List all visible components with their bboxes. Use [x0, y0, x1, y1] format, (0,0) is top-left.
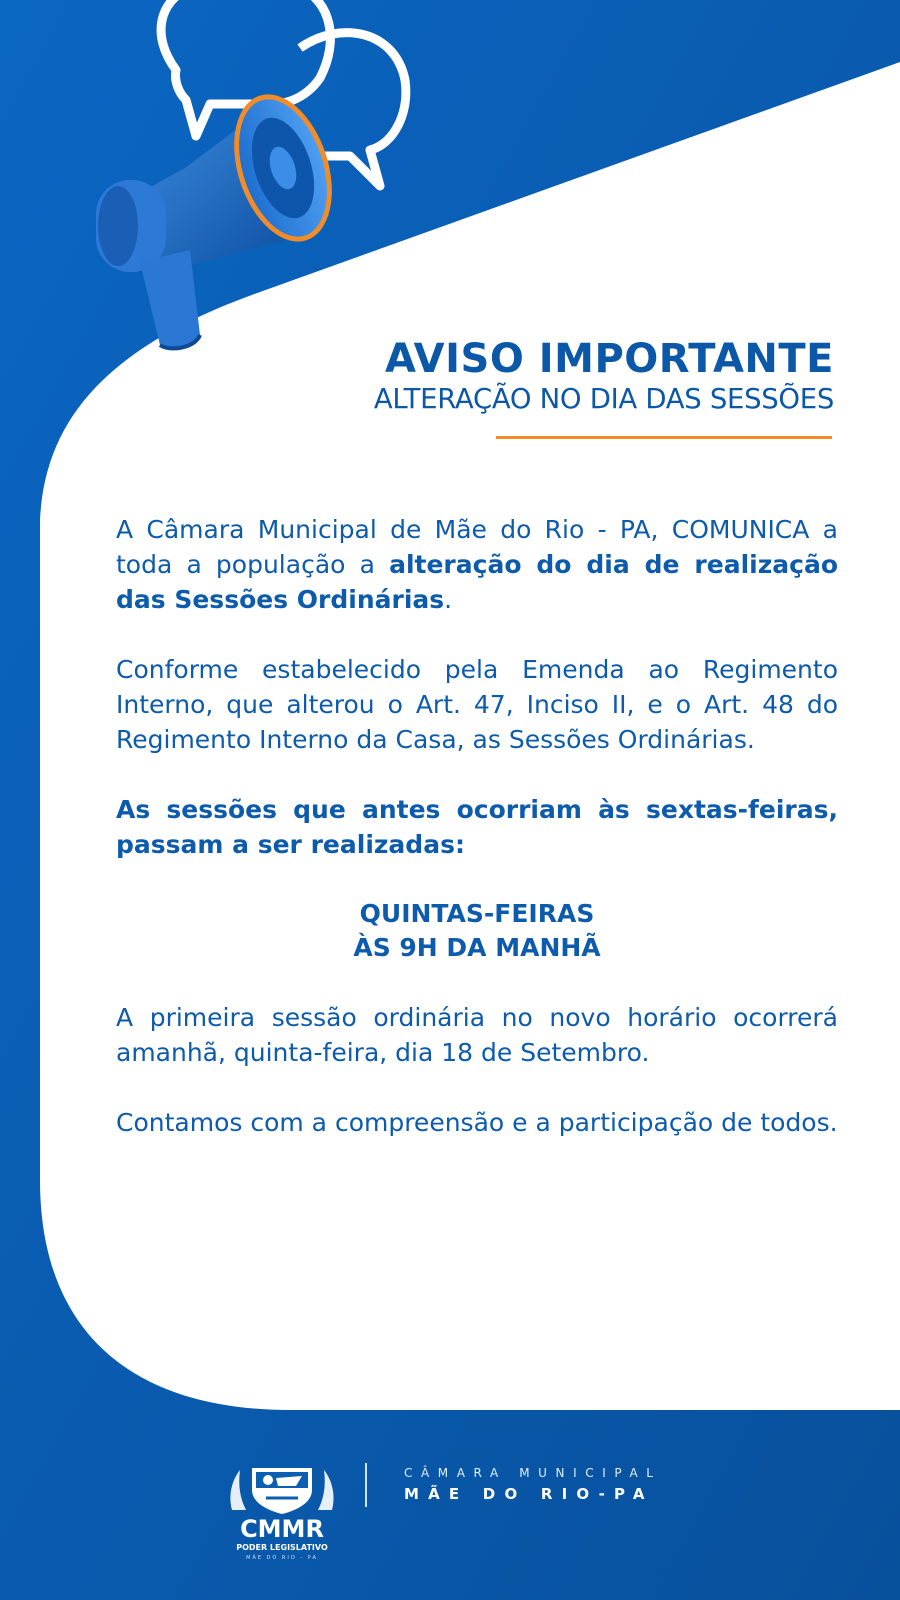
org-name-line1: CÂMARA MUNICIPAL	[404, 1466, 662, 1480]
logo-tinytext: MÃE DO RIO - PA	[246, 1555, 318, 1561]
divider-line	[496, 436, 832, 439]
page-subtitle: ALTERAÇÃO NO DIA DAS SESSÕES	[373, 383, 834, 415]
schedule-time: ÀS 9H DA MANHÃ	[353, 933, 601, 962]
paragraph-text: A Câmara Municipal de Mãe do Rio - PA, COMUNICA a toda a população a	[116, 515, 838, 579]
logo-text: CMMR	[240, 1515, 324, 1543]
footer-divider	[365, 1463, 367, 1507]
paragraph-closing: Contamos com a compreensão e a participação de todos.	[116, 1108, 838, 1137]
paragraph-first-session: A primeira sessão ordinária no novo horário ocorrerá amanhã, quinta-feira, dia 18 de Setembro.	[116, 1003, 838, 1067]
notice-body	[116, 512, 838, 1140]
schedule-day: QUINTAS-FEIRAS	[359, 899, 595, 928]
cmmr-logo	[226, 1460, 338, 1562]
page-title: AVISO IMPORTANTE	[384, 336, 834, 382]
new-schedule	[116, 897, 838, 965]
paragraph-highlight: alteração do dia de realização das Sessões Ordinárias	[116, 550, 838, 614]
title-block	[374, 336, 834, 416]
org-name-line2: MÃE DO RIO-PA	[404, 1485, 654, 1503]
logo-subtext: PODER LEGISLATIVO	[236, 1543, 328, 1552]
paragraph-regulation: Conforme estabelecido pela Emenda ao Regimento Interno, que alterou o Art. 47, Inciso II, e o Art. 48 do Regimento Interno da Casa, as Sessões Ordinárias.	[116, 655, 838, 754]
paragraph-end: .	[444, 585, 453, 614]
paragraph-announcement	[116, 512, 838, 617]
paragraph-change: As sessões que antes ocorriam às sextas-feiras, passam a ser realizadas:	[116, 795, 838, 859]
